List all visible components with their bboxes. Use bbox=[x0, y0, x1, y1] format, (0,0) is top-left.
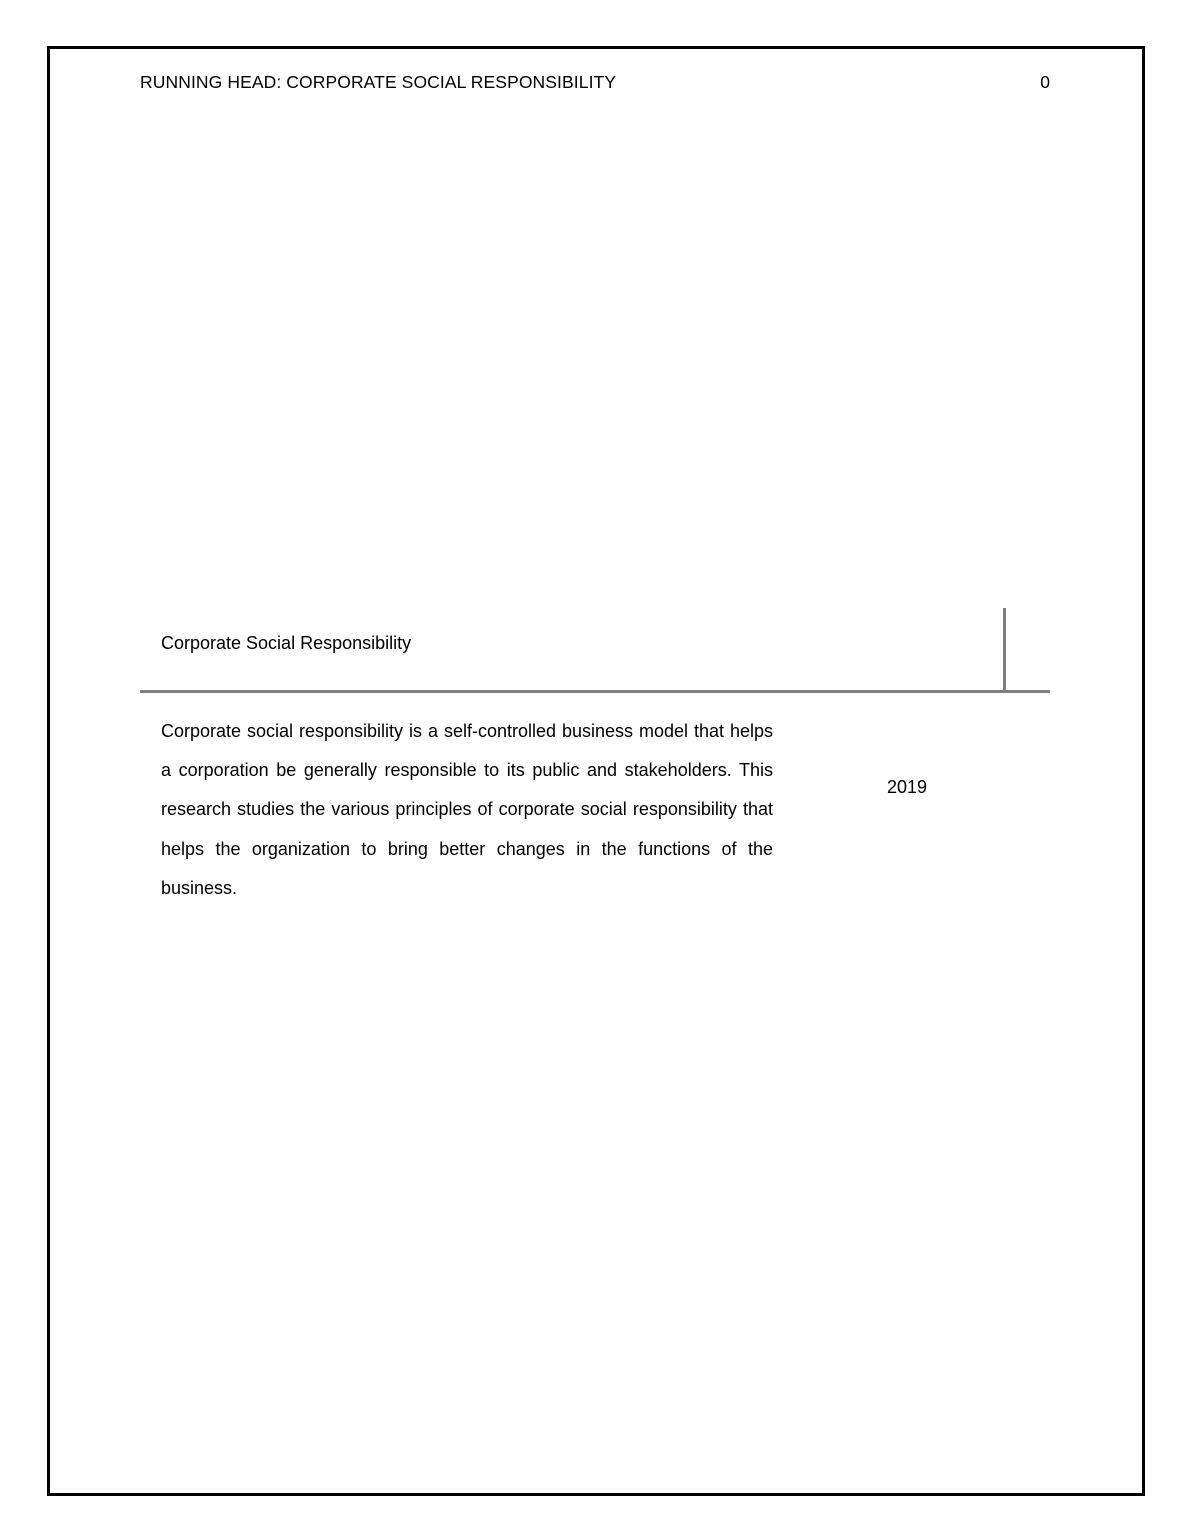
page-number: 0 bbox=[1040, 72, 1050, 92]
abstract-paragraph: Corporate social responsibility is a self-controlled business model that helps a corporation be generally responsible to its public and stakeholders. This research studies the various principles of corporate social responsibility that helps the organization to bring better changes in the functions of the business. bbox=[161, 721, 773, 898]
publication-year: 2019 bbox=[887, 777, 928, 797]
running-head: RUNNING HEAD: CORPORATE SOCIAL RESPONSIBILITY bbox=[140, 72, 617, 92]
document-title: Corporate Social Responsibility bbox=[161, 633, 412, 653]
horizontal-divider bbox=[140, 690, 1050, 693]
vertical-divider bbox=[1003, 608, 1006, 692]
